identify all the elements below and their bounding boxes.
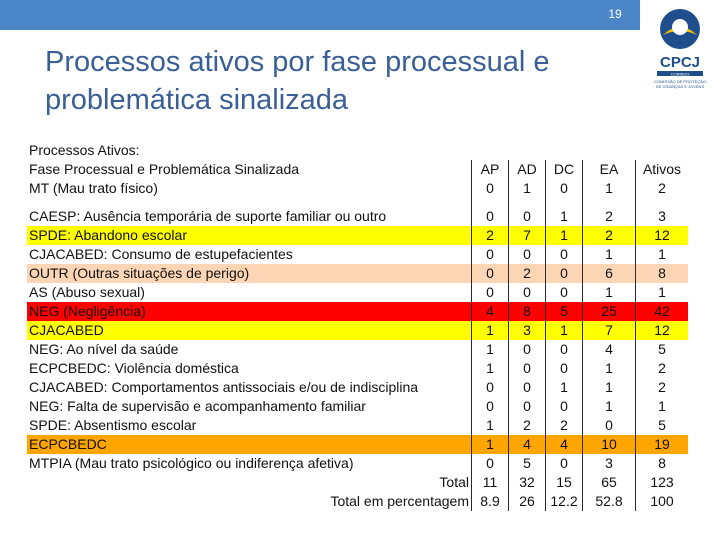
cell-ap: 11 (472, 473, 509, 492)
cell-dc: 1 (546, 226, 583, 245)
cell-ea: 1 (583, 359, 636, 378)
col-header-dc: DC (546, 160, 583, 179)
cell-ad: 0 (509, 397, 546, 416)
col-header-ad: AD (509, 160, 546, 179)
cell-dc: 12.2 (546, 492, 583, 511)
title-line-2: problemática sinalizada (45, 84, 349, 116)
cell-ativos: 12 (636, 226, 689, 245)
col-header-ap: AP (472, 160, 509, 179)
cell-ativos: 2 (636, 359, 689, 378)
cell-ad: 0 (509, 340, 546, 359)
cell-ad: 1 (509, 179, 546, 198)
cell-ap: 1 (472, 359, 509, 378)
cell-ap: 0 (472, 264, 509, 283)
cell-ap: 0 (472, 378, 509, 397)
row-label: MT (Mau trato físico) (29, 180, 158, 196)
table-row (27, 454, 688, 473)
cell-ativos: 1 (636, 397, 689, 416)
table-row (27, 435, 688, 454)
cpcj-logo (645, 5, 715, 100)
cell-ea: 1 (583, 397, 636, 416)
cell-dc: 1 (546, 207, 583, 226)
cell-ea: 52.8 (583, 492, 636, 511)
cell-dc: 0 (546, 397, 583, 416)
row-label: Total em percentagem (330, 493, 469, 509)
cell-ad: 8 (509, 302, 546, 321)
cell-ad: 0 (509, 207, 546, 226)
cell-ea: 1 (583, 283, 636, 302)
slide-header-bar (0, 0, 640, 30)
cell-ap: 0 (472, 245, 509, 264)
cell-ativos: 42 (636, 302, 689, 321)
cell-dc: 0 (546, 245, 583, 264)
table-row (27, 207, 688, 226)
cell-ad: 0 (509, 283, 546, 302)
cell-ativos: 1 (636, 283, 689, 302)
cell-dc: 0 (546, 179, 583, 198)
row-label: NEG: Ao nível da saúde (29, 341, 179, 357)
logo-caption-1: COMISSÃO DE PROTEÇÃO (654, 79, 706, 84)
row-label: SPDE: Abandono escolar (29, 227, 187, 243)
row-label: NEG (Negligência) (29, 303, 146, 319)
cell-ap: 8.9 (472, 492, 509, 511)
row-label: ECPCBEDC: Violência doméstica (29, 360, 239, 376)
row-label: OUTR (Outras situações de perigo) (29, 265, 250, 281)
cell-ad: 0 (509, 359, 546, 378)
cell-ativos: 3 (636, 207, 689, 226)
cell-ad: 2 (509, 416, 546, 435)
cell-dc: 0 (546, 359, 583, 378)
row-label: SPDE: Absentismo escolar (29, 417, 197, 433)
row-label: CAESP: Ausência temporária de suporte familiar ou outro (29, 208, 387, 224)
table-row (27, 245, 688, 264)
header-row-2 (27, 160, 688, 179)
cell-ap: 0 (472, 207, 509, 226)
cell-dc: 5 (546, 302, 583, 321)
cell-ap: 4 (472, 302, 509, 321)
cell-ea: 65 (583, 473, 636, 492)
row-label: CJACABED: Comportamentos antissociais e/ou de indisciplina (29, 379, 419, 395)
cell-ad: 0 (509, 245, 546, 264)
table-row (27, 340, 688, 359)
cell-ad: 2 (509, 264, 546, 283)
table-row (27, 302, 688, 321)
table-row (27, 378, 688, 397)
logo-text: CPCJ (659, 54, 701, 71)
table-row (27, 283, 688, 302)
table-row (27, 264, 688, 283)
slide-number: 19 (608, 7, 622, 21)
cell-ea: 1 (583, 245, 636, 264)
cell-ativos: 2 (636, 179, 689, 198)
cell-ativos: 8 (636, 264, 689, 283)
cell-ap: 1 (472, 321, 509, 340)
col-header-ea: EA (583, 160, 636, 179)
cell-ativos: 8 (636, 454, 689, 473)
cell-ad: 7 (509, 226, 546, 245)
cell-ea: 4 (583, 340, 636, 359)
table-row (27, 321, 688, 340)
cell-ea: 6 (583, 264, 636, 283)
row-label: ECPCBEDC (29, 436, 107, 452)
cell-dc: 0 (546, 340, 583, 359)
logo-caption-2: DE CRIANÇAS E JOVENS (655, 84, 705, 89)
cell-ap: 1 (472, 416, 509, 435)
cell-ea: 3 (583, 454, 636, 473)
header-line-2: Fase Processual e Problemática Sinalizada (29, 161, 300, 177)
row-label: NEG: Falta de supervisão e acompanhamento familiar (29, 398, 366, 414)
row-label: Total (439, 474, 469, 490)
percent-row (27, 492, 688, 511)
cell-ad: 5 (509, 454, 546, 473)
cell-ad: 26 (509, 492, 546, 511)
cell-ea: 2 (583, 226, 636, 245)
cell-ap: 0 (472, 283, 509, 302)
logo-subtext: CORREIO (670, 71, 690, 77)
cell-ap: 1 (472, 340, 509, 359)
cell-ad: 3 (509, 321, 546, 340)
row-label: CJACABED (29, 322, 104, 338)
cell-dc: 0 (546, 454, 583, 473)
row-label: AS (Abuso sexual) (29, 284, 145, 300)
cell-ea: 7 (583, 321, 636, 340)
header-line-1: Processos Ativos: (29, 142, 140, 158)
cell-ap: 0 (472, 179, 509, 198)
cell-ap: 0 (472, 454, 509, 473)
cell-ea: 10 (583, 435, 636, 454)
cell-ad: 0 (509, 378, 546, 397)
slide-title (45, 43, 645, 119)
cell-dc: 15 (546, 473, 583, 492)
cell-ativos: 5 (636, 340, 689, 359)
cell-ap: 2 (472, 226, 509, 245)
cell-ea: 25 (583, 302, 636, 321)
header-row-1 (27, 141, 688, 160)
row-label: MTPIA (Mau trato psicológico ou indiferença afetiva) (29, 455, 354, 471)
cell-ea: 1 (583, 179, 636, 198)
cell-ad: 4 (509, 435, 546, 454)
cell-dc: 2 (546, 416, 583, 435)
cell-dc: 0 (546, 283, 583, 302)
title-line-1: Processos ativos por fase processual e (45, 46, 550, 78)
cell-ap: 1 (472, 435, 509, 454)
table-row (27, 226, 688, 245)
cell-ativos: 5 (636, 416, 689, 435)
cell-dc: 4 (546, 435, 583, 454)
cell-dc: 1 (546, 321, 583, 340)
row-label: CJACABED: Consumo de estupefacientes (29, 246, 293, 262)
cell-ap: 0 (472, 397, 509, 416)
cell-ea: 0 (583, 416, 636, 435)
cell-ativos: 2 (636, 378, 689, 397)
cell-ea: 2 (583, 207, 636, 226)
cell-ativos: 1 (636, 245, 689, 264)
cell-ativos: 100 (636, 492, 689, 511)
col-header-ativos: Ativos (636, 160, 689, 179)
cell-ativos: 123 (636, 473, 689, 492)
spacer-row (27, 198, 688, 207)
table-row-mt (27, 179, 688, 198)
cell-ea: 1 (583, 378, 636, 397)
cell-ad: 32 (509, 473, 546, 492)
process-table (27, 141, 688, 511)
cell-dc: 0 (546, 264, 583, 283)
table-row (27, 359, 688, 378)
cell-ativos: 12 (636, 321, 689, 340)
total-row (27, 473, 688, 492)
table-row (27, 397, 688, 416)
cell-ativos: 19 (636, 435, 689, 454)
table-row (27, 416, 688, 435)
cell-dc: 1 (546, 378, 583, 397)
